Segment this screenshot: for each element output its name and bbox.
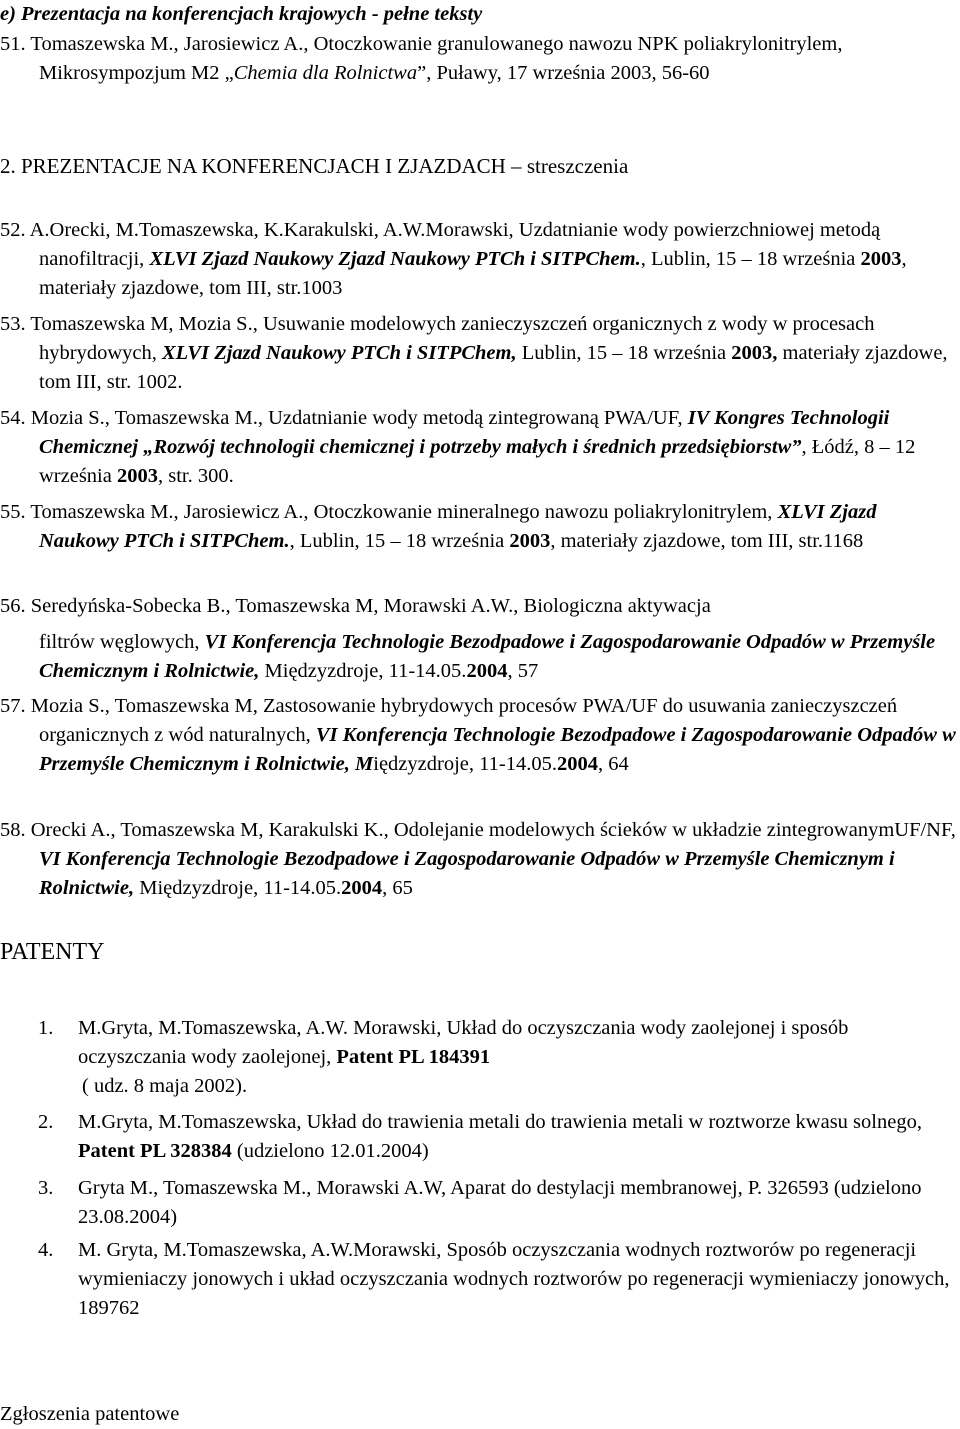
patent-number: 3.	[38, 1177, 54, 1199]
entry-venue: XLVI Zjazd Naukowy Zjazd Naukowy PTCh i SITPChem.	[149, 248, 641, 270]
list-item-57	[0, 692, 960, 779]
list-item-52	[0, 216, 960, 303]
entry-text: , materiały zjazdowe, tom III, str.1003	[39, 248, 907, 299]
entry-text: , str. 300.	[157, 465, 234, 487]
list-item-53	[0, 310, 960, 397]
entry-year: 2003,	[731, 342, 778, 364]
entry-year: 2004	[556, 753, 598, 775]
section-heading-2: 2. PREZENTACJE NA KONFERENCJACH I ZJAZDACH – streszczenia	[0, 154, 629, 178]
entry-text: materiały zjazdowe, tom III, str. 1002.	[39, 342, 948, 393]
patent-text: M. Gryta, M.Tomaszewska, A.W.Morawski, Sposób oczyszczania wodnych roztworów po regeneracji wymieniaczy jonowych i układ oczyszczania wodnych roztworów po regeneracji wymieniaczy jonowych, 189762	[78, 1239, 950, 1319]
entry-year: 2003	[509, 530, 551, 552]
entry-text: 57. Mozia S., Tomaszewska M, Zastosowanie hybrydowych procesów PWA/UF do usuwania zanieczyszczeń organicznych z wód naturalnych,	[0, 695, 898, 746]
entry-text: 54. Mozia S., Tomaszewska M., Uzdatnianie wody metodą zintegrowaną PWA/UF,	[0, 407, 688, 429]
entry-year: 2003	[860, 248, 902, 270]
patent-text: (udzielono 12.01.2004)	[231, 1140, 429, 1162]
patent-item-1-date: ( udz. 8 maja 2002).	[82, 1075, 248, 1097]
patent-text: Gryta M., Tomaszewska M., Morawski A.W, Aparat do destylacji membranowej, P. 326593 (udzielono 23.08.2004)	[78, 1177, 922, 1228]
entry-text: iędzyzdroje, 11-14.05.	[373, 753, 557, 775]
patent-item-3	[0, 1174, 960, 1232]
patent-item-2	[0, 1108, 960, 1166]
entry-text: , materiały zjazdowe, tom III, str.1168	[550, 530, 864, 552]
entry-venue: VI Konferencja Technologie Bezodpadowe i Zagospodarowanie Odpadów w Przemyśle Chemicznym i Rolnictwie,	[39, 631, 936, 682]
list-item-58	[0, 816, 960, 903]
entry-year: 2004	[466, 660, 508, 682]
entry-venue: XLVI Zjazd Naukowy PTCh i SITPChem,	[161, 342, 517, 364]
patent-item-4	[0, 1236, 960, 1323]
patent-text: M.Gryta, M.Tomaszewska, Układ do trawienia metali do trawienia metali w roztworze kwasu solnego,	[78, 1111, 922, 1133]
entry-text: , 57	[507, 660, 539, 682]
entry-title-italic: Chemia dla Rolnictwa	[233, 62, 418, 84]
entry-year: 2003	[116, 465, 158, 487]
section-heading-e: e) Prezentacja na konferencjach krajowych - pełne teksty	[0, 3, 483, 25]
patent-id: Patent PL 184391	[336, 1046, 491, 1068]
patent-id: Patent PL 328384	[78, 1140, 232, 1162]
entry-text: 52. A.Orecki, M.Tomaszewska, K.Karakulski, A.W.Morawski, Uzdatnianie wody powierzchniowej metodą nanofiltracji,	[0, 219, 881, 270]
list-item-51	[0, 30, 960, 88]
entry-venue: XLVI Zjazd Naukowy PTCh i SITPChem.	[39, 501, 877, 552]
entry-venue: VI Konferencja Technologie Bezodpadowe i Zagospodarowanie Odpadów w Przemyśle Chemicznym i Rolnictwie, M	[39, 724, 956, 775]
entry-text: 58. Orecki A., Tomaszewska M, Karakulski K., Odolejanie modelowych ścieków w układzie zintegrowanymUF/NF,	[0, 819, 956, 841]
entry-text: Lublin, 15 – 18 września	[516, 342, 732, 364]
entry-text: Międzyzdroje, 11-14.05.	[134, 877, 342, 899]
entry-text: 55. Tomaszewska M., Jarosiewicz A., Otoczkowanie mineralnego nawozu poliakrylonitrylem,	[0, 501, 778, 523]
entry-text: 53. Tomaszewska M, Mozia S., Usuwanie modelowych zanieczyszczeń organicznych z wody w procesach hybrydowych,	[0, 313, 875, 364]
patent-number: 2.	[38, 1111, 54, 1133]
list-item-55	[0, 498, 960, 556]
patent-text: M.Gryta, M.Tomaszewska, A.W. Morawski, Układ do oczyszczania wody zaolejonej i sposób oczyszczania wody zaolejonej,	[78, 1017, 849, 1068]
entry-text: 51. Tomaszewska M., Jarosiewicz A., Otoczkowanie granulowanego nawozu NPK poliakrylonitrylem, Mikrosympozjum M2 „	[0, 33, 843, 84]
entry-text: filtrów węglowych,	[39, 631, 205, 653]
patent-applications-heading: Zgłoszenia patentowe	[0, 1403, 180, 1425]
entry-year: 2004	[341, 877, 383, 899]
patent-number: 4.	[38, 1239, 54, 1261]
patent-item-1	[0, 1014, 960, 1072]
list-item-54	[0, 404, 960, 491]
entry-text: , Łódź, 8 – 12 września	[39, 436, 916, 487]
entry-venue: IV Kongres Technologii Chemicznej „Rozwój technologii chemicznej i potrzeby małych i średnich przedsiębiorstw”	[39, 407, 890, 458]
patents-heading: PATENTY	[0, 939, 105, 965]
entry-text: Międzyzdroje, 11-14.05.	[259, 660, 467, 682]
entry-text: ”, Puławy, 17 września 2003, 56-60	[417, 62, 710, 84]
entry-text: , 65	[382, 877, 413, 899]
entry-venue: VI Konferencja Technologie Bezodpadowe i Zagospodarowanie Odpadów w Przemyśle Chemicznym i Rolnictwie,	[39, 848, 895, 899]
entry-text: , Lublin, 15 – 18 września	[640, 248, 861, 270]
entry-text: , 64	[597, 753, 629, 775]
entry-text: , Lublin, 15 – 18 września	[289, 530, 510, 552]
patent-number: 1.	[38, 1017, 54, 1039]
list-item-56-cont	[0, 628, 960, 686]
list-item-56: 56. Seredyńska-Sobecka B., Tomaszewska M, Morawski A.W., Biologiczna aktywacja	[0, 595, 711, 617]
